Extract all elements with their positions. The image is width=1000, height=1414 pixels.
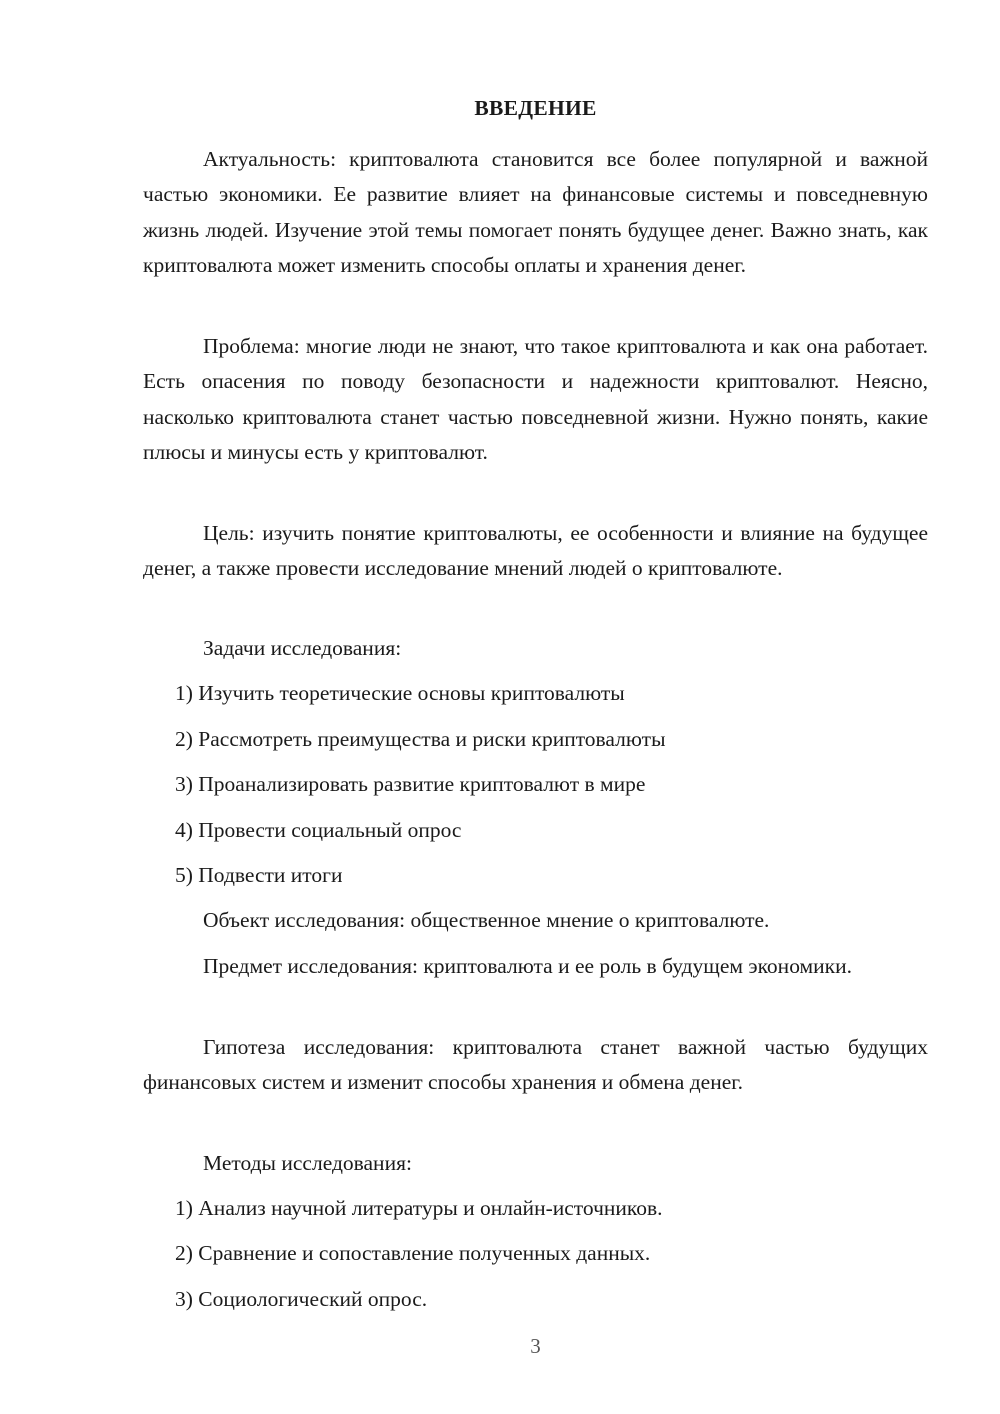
method-item: 3) Социологический опрос.: [175, 1287, 428, 1311]
method-item: 2) Сравнение и сопоставление полученных данных.: [175, 1241, 651, 1265]
relevance-paragraph: Актуальность: криптовалюта становится все более популярной и важной частью экономики. Ее развитие влияет на финансовые системы и повседневную жизнь людей. Изучение этой темы помогает понять будущее денег. Важно знать, как криптовалюта может изменить способы оплаты и хранения денег.: [143, 147, 928, 277]
object-paragraph: Объект исследования: общественное мнение о криптовалюте.: [203, 908, 770, 932]
problem-paragraph: Проблема: многие люди не знают, что такое криптовалюта и как она работает. Есть опасения по поводу безопасности и надежности криптовалют. Неясно, насколько криптовалюта станет частью повседневной жизни. Нужно понять, какие плюсы и минусы есть у криптовалют.: [143, 334, 928, 464]
goal-paragraph: Цель: изучить понятие криптовалюты, ее особенности и влияние на будущее денег, а также провести исследование мнений людей о криптовалюте.: [143, 521, 928, 581]
document-page: [143, 0, 928, 1414]
task-item: 5) Подвести итоги: [175, 863, 343, 887]
tasks-title: Задачи исследования:: [203, 636, 402, 660]
task-item: 2) Рассмотреть преимущества и риски криптовалюты: [175, 727, 666, 751]
subject-paragraph: Предмет исследования: криптовалюта и ее роль в будущем экономики.: [203, 954, 852, 978]
task-item: 1) Изучить теоретические основы криптовалюты: [175, 681, 625, 705]
task-item: 4) Провести социальный опрос: [175, 818, 462, 842]
hypothesis-paragraph: Гипотеза исследования: криптовалюта станет важной частью будущих финансовых систем и изменит способы хранения и обмена денег.: [143, 1035, 928, 1095]
task-item: 3) Проанализировать развитие криптовалют в мире: [175, 772, 646, 796]
page-title: ВВЕДЕНИЕ: [474, 96, 597, 120]
page-number: 3: [530, 1334, 541, 1358]
method-item: 1) Анализ научной литературы и онлайн-источников.: [175, 1196, 663, 1220]
methods-title: Методы исследования:: [203, 1151, 412, 1175]
